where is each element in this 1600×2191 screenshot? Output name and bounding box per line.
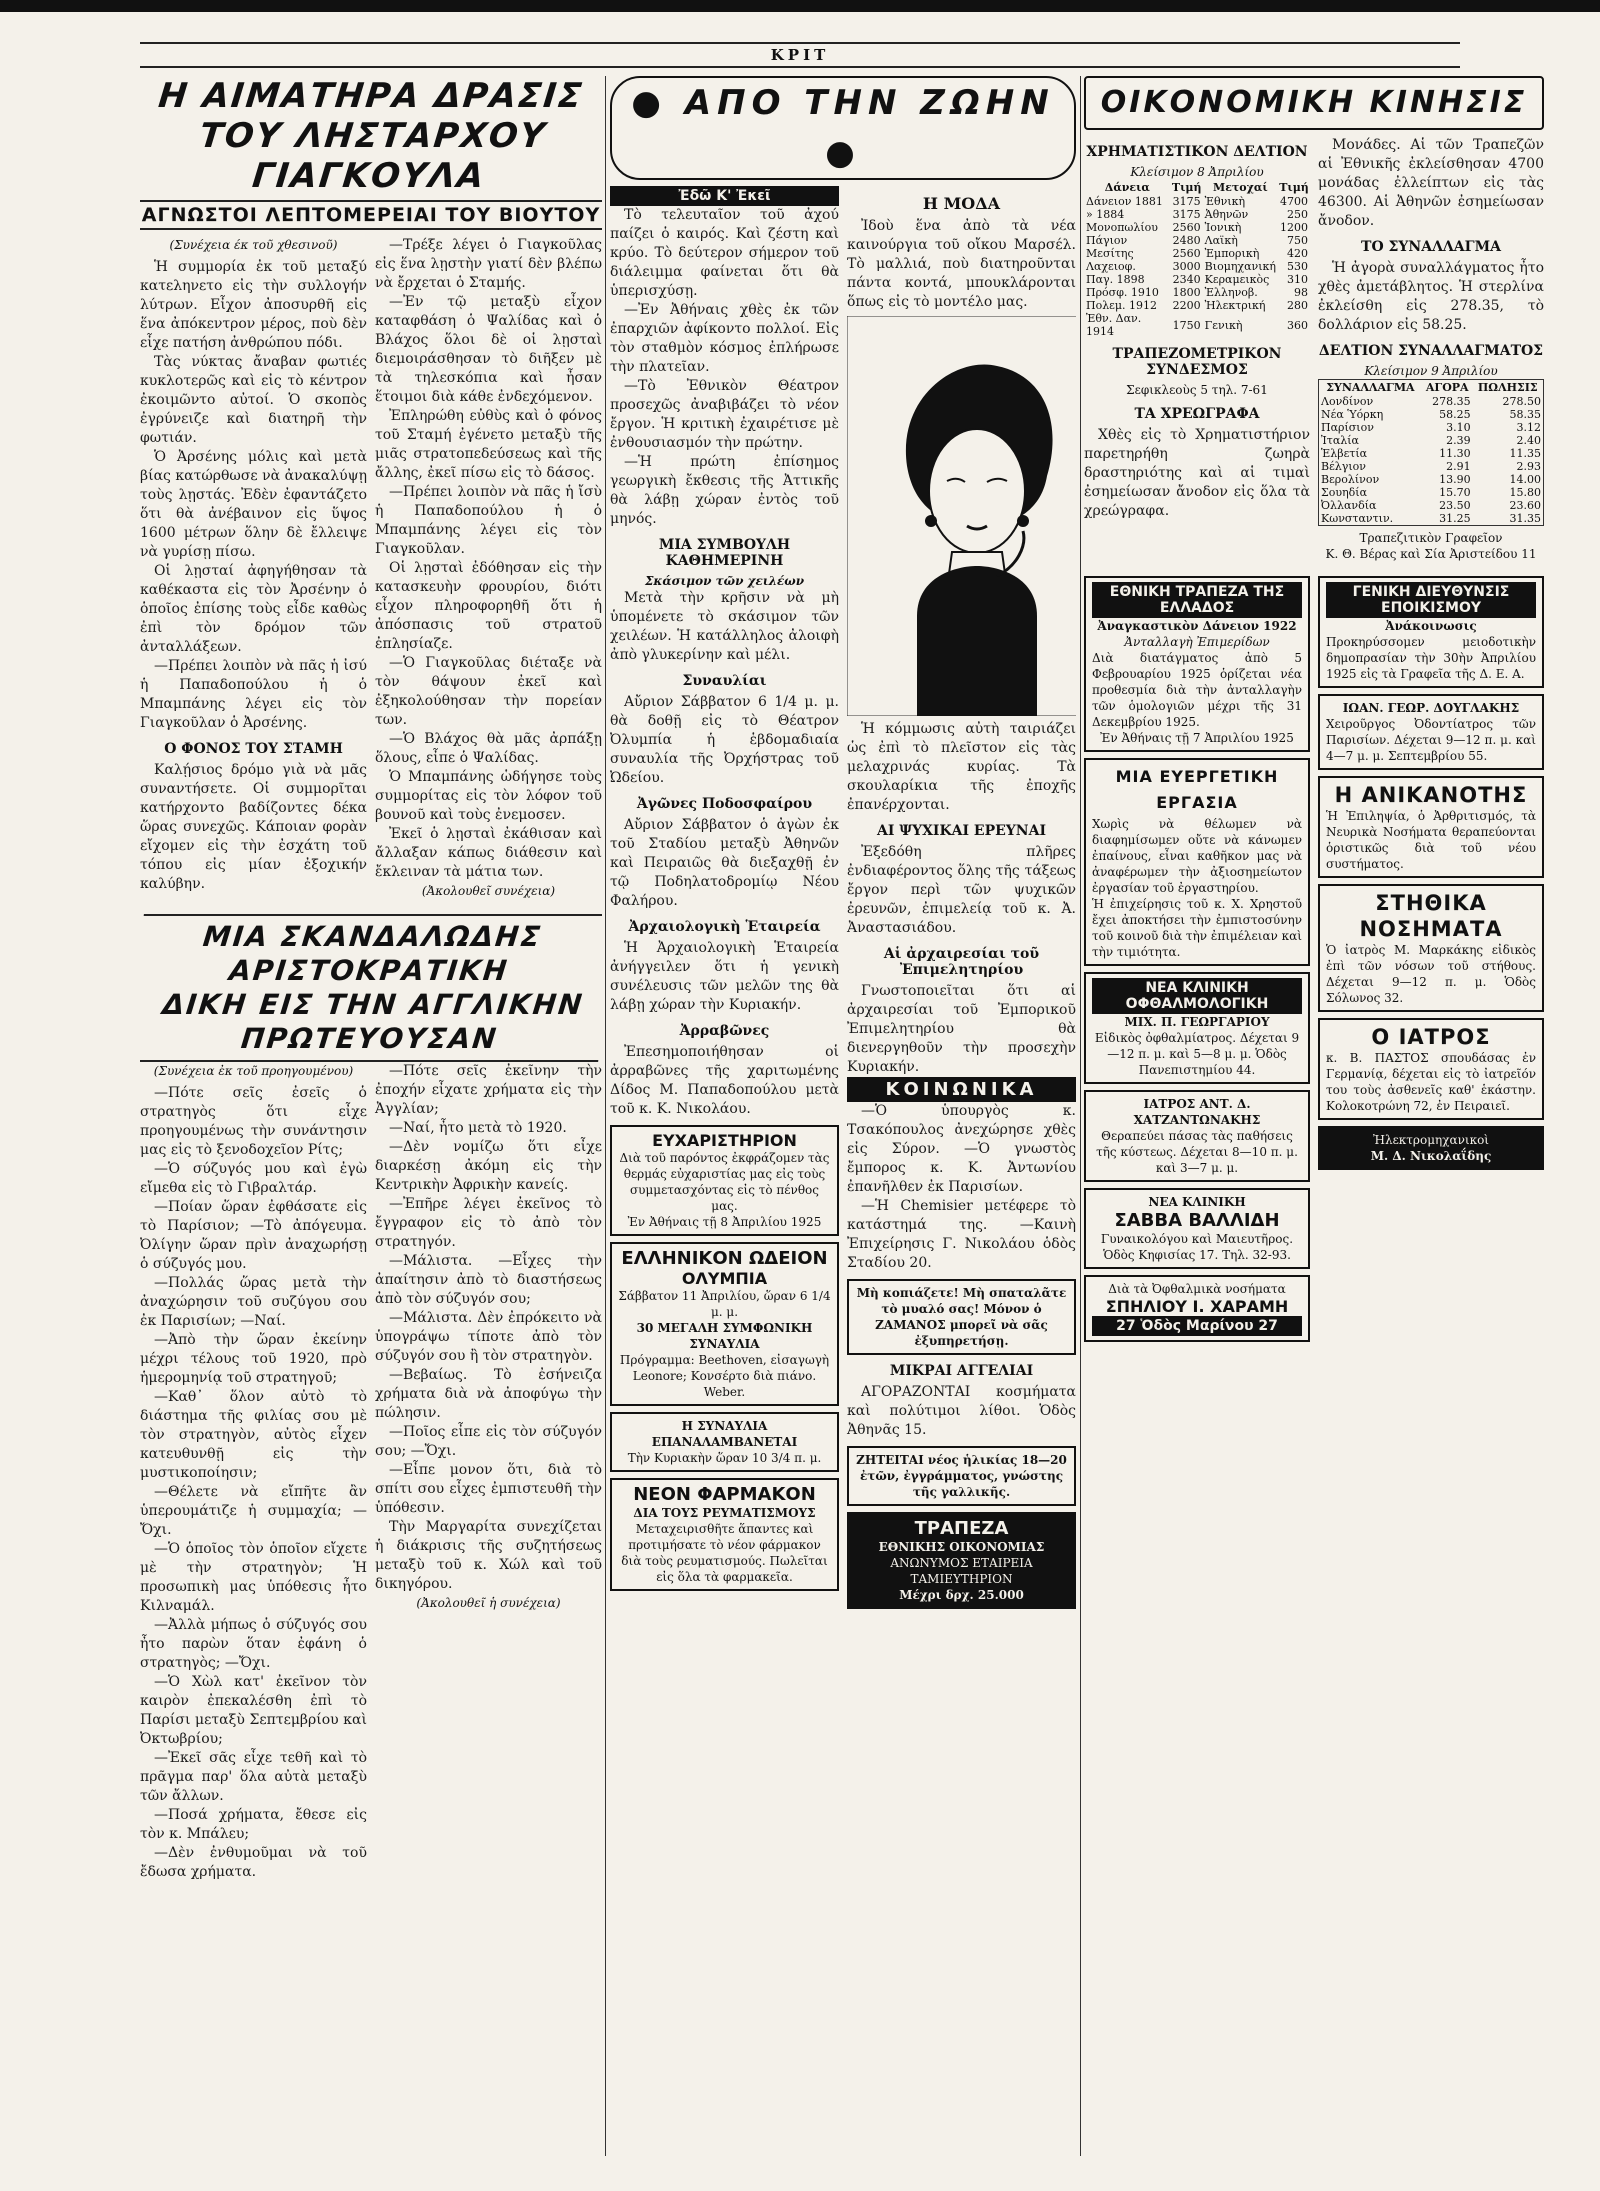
small-ads-title: ΜΙΚΡΑΙ ΑΓΓΕΛΙΑΙ [889,1363,1034,1379]
table-row [1084,208,1310,221]
exchange-table [1318,379,1544,526]
article-paragraph: Ἐξεδόθη πλῆρες ἐνδιαφέροντος ὅλης τῆς τάξεως ἔργον περὶ τῶν ψυχικῶν ἐρευνῶν, ἐπιμελείᾳ τοῦ κ. Ἀ. Ἀναστασιάδου. [847,844,1076,936]
section-title: ΤΑ ΧΡΕΩΓΡΑΦΑ [1134,406,1260,422]
column-tag: Ἐδῶ Κ' Ἐκεῖ [610,186,839,206]
article-paragraph: Ἡ ἀγορὰ συναλλάγματος ἦτο χθὲς ἀμετάβλητος. Ἡ στερλίνα ἐκλείσθη εἰς 278.35, τὸ δολλάριον εἰς 58.25. [1318,260,1544,333]
article-paragraph: Οἱ λῃσταί ἀφηγήθησαν τὰ καθέκαστα εἰς τὸν Ἀρσένην ὁ ὁποῖος ἐπίσης τοὺς εἶδε καθὼς ἐπὶ τὸν δρόμον τῶν ἀνταλλάξεων. [140,563,367,655]
section-note: Σεφικλεοὺς 5 τηλ. 7-61 [1126,383,1268,397]
fashion-illustration [847,316,1076,716]
table-cell: Ὀλλανδία [1321,499,1377,512]
table-cell: Κεραμεικὸς [1204,273,1270,286]
table-row [1319,447,1544,460]
table-cell: Ἐμπορικὴ [1204,247,1260,260]
article-paragraph: Τὰς νύκτας ἄναβαν φωτιές κυκλοτερῶς καὶ εἰς τὸ κέντρον ἐκοιμῶντο αὐτοί. Ὁ σκοπὸς ἐγρύνειζε καὶ διατηρῆ τὴν φωτιάν. [140,354,367,446]
article-paragraph: —Ἡ πρώτη ἐπίσημος γεωργικὴ ἔκθεσις τῆς Ἀττικῆς θὰ λάβῃ χώραν ἐντὸς τοῦ μηνός. [610,454,839,527]
subsection-title: Ο ΦΟΝΟΣ ΤΟΥ ΣΤΑΜΗ [164,741,343,757]
article-left-column [140,236,367,904]
table-cell: 278.35 [1432,395,1471,408]
table-row [1319,499,1544,512]
article-columns [140,1062,602,1882]
article-paragraph: —Ἡ Chemisier μετέφερε τὸ κατάστημά της. —Καινὴ Ἐπιχείρησις Γ. Νικολάου ὁδὸς Σταδίου 20. [847,1198,1076,1271]
table-row [1319,473,1544,486]
article-paragraph: —Ἀλλὰ μήπως ὁ σύζυγός σου ἦτο παρὼν ὅταν ἐφάνη ὁ στρατηγὸς; —Ὄχι. [140,1617,367,1671]
table-cell: Ἐθνικὴ [1204,195,1246,208]
table-cell: Βιομηχανική [1204,260,1276,273]
article-paragraph: —Βεβαίως. Τὸ ἐσήνειζα χρήματα διὰ νὰ ἀποφύγω τὴν πώλησιν. [375,1367,602,1421]
continuation-note: (Ἀκολουθεῖ συνέχεια) [421,884,556,898]
electrician-name: Μ. Δ. Νικολαΐδης [1370,1149,1492,1163]
thanks-signature: Ἐν Ἀθήναις τῇ 8 Ἀπριλίου 1925 [627,1215,822,1229]
economy-columns [1084,136,1544,562]
new-clinic-title: ΝΕΑ ΚΛΙΝΙΚΗ [1148,1195,1246,1209]
table-cell: Κωνσταντιν. [1321,512,1394,525]
table-cell: 3175 [1172,208,1201,221]
table-cell: Μονοπωλίου [1086,221,1158,234]
impotence-ad [1318,776,1544,878]
eye-clinic-doctor: ΜΙΧ. Π. ΓΕΩΡΓΑΡΙΟΥ [1124,1015,1270,1029]
article-paragraph: —Δὲν νομίζω ὅτι εἶχε διαρκέσῃ ἀκόμη εἰς τὴν Κεντρικὴν Ἀφρικὴν κανείς. [375,1139,602,1193]
article-paragraph: —Πότε σεῖς ἐσεῖς ὁ στρατηγὸς ὅτι εἶχε προηγουμένως τὴν συνάντησιν μας εἰς τὸ ξενοδοχεῖον Ρίτς; [140,1085,367,1158]
article-paragraph: —Πότε σεῖς ἐκεῖνην τὴν ἐποχήν εἶχατε χρήματα εἰς τὴν Ἀγγλίαν; [375,1063,602,1117]
table-cell: 14.00 [1509,473,1541,486]
table-row [1319,408,1544,421]
new-clinic-text: Γυναικολόγου καὶ Μαιευτῆρος. Ὁδὸς Κηφισίας 17. Τηλ. 32-93. [1100,1232,1294,1262]
economy-left-column [1084,136,1310,562]
ophthalmic-name: ΣΠΗΛΙΟΥ Ι. ΧΑΡΑΜΗ [1105,1297,1289,1316]
table-cell: Μεσίτης [1086,247,1134,260]
article-paragraph: —Εἶπε μονον ὅτι, διὰ τὸ σπίτι σου εἶχες ἐμπιστευθῆ τὴν ὑπόθεσιν. [375,1462,602,1516]
doctor-ad-text: Θεραπεύει πάσας τὰς παθήσεις τῆς κύστεως. Δέχεται 8—10 π. μ. καὶ 3—7 μ. μ. [1096,1129,1298,1175]
article-paragraph: Καλῄσιος δρόμο γιὰ νὰ μᾶς συναντήσετε. Οἱ συμμορῖται κατήρχοντο βαδίζοντες δέκα ὥρας συνεχῶς. Κάποιαν φορὰν εἴχομεν εἰς τὴν ἐσχάτη τοῦ τόπου εἰς μίαν ἐξοχικήν καλύβην. [140,762,367,892]
section-banner-text: ΑΠΟ ΤΗΝ ΖΩΗΝ [684,83,1055,123]
exchange-table-header [1319,380,1544,396]
pharmacy-ad [610,1478,839,1591]
section-title: ΔΕΛΤΙΟΝ ΣΥΝΑΛΛΑΓΜΑΤΟΣ [1318,343,1544,359]
article-paragraph: —Πολλάς ὥρας μετὰ τὴν ἀναχώρησιν τοῦ συζύγου σου ἐκ Παρισίων; —Ναί. [140,1275,367,1329]
section-banner: ● ΑΠΟ ΤΗΝ ΖΩΗΝ ● [610,76,1076,180]
stock-table [1084,180,1310,338]
section-subtitle: Σκάσιμον τῶν χειλέων [644,574,805,588]
table-cell: Πρόσφ. 1910 [1086,286,1159,299]
job-ad [847,1446,1076,1506]
table-cell: 250 [1287,208,1308,221]
bank-ad [847,1512,1076,1609]
settlement-title: ΓΕΝΙΚΗ ΔΙΕΥΘΥΝΣΙΣ ΕΠΟΙΚΙΣΜΟΥ [1326,582,1536,618]
article-paragraph: Μετὰ τὴν κρῆσιν νὰ μὴ ὑπομένετε τὸ σκάσιμον τῶν χειλέων. Ἡ κατάλληλος ἀλοιφὴ ἀπὸ γλυκερίνην καὶ μέλι. [610,590,839,663]
table-cell: 23.50 [1439,499,1471,512]
chest-diseases-text: Ὁ ἰατρὸς Μ. Μαρκάκης εἰδικὸς ἐπὶ τῶν νόσων τοῦ στήθους. Δέχεται 9—12 π. μ. Ὁδὸς Σόλωνος 32. [1326,943,1536,1005]
table-row [1084,221,1310,234]
table-cell: 750 [1287,234,1308,247]
doctor-notice [1318,1018,1544,1120]
article-paragraph: Τὸ τελευταῖον τοῦ ἀχού παίζει ὁ καιρός. Καὶ ζέστη καὶ κρύο. Τὸ δεύτερον σήμερον τοῦ διάλειμμα φαίνεται ὅτι θὰ ὑπερισχύσῃ. [610,207,839,299]
table-cell: 11.30 [1439,447,1471,460]
charity-text: Ἡ ἐπιχείρησις τοῦ κ. Χ. Χρηστοῦ ἔχει ἀποκτήσει τὴν ἐμπιστοσύνην τοῦ κοινοῦ διὰ τὴν ἐπιμέλειαν καὶ τὴν τιμιότητα. [1092,897,1302,959]
table-cell: Πολεμ. 1912 [1086,299,1158,312]
top-border-bar [0,0,1600,34]
table-header-row [1319,380,1544,396]
table-header-cell: ΠΩΛΗΣΙΣ [1477,381,1538,394]
table-cell: 280 [1287,299,1308,312]
ophthalmic-address: 27 Ὁδὸς Μαρίνου 27 [1092,1316,1302,1336]
table-cell: 58.25 [1439,408,1471,421]
table-cell: Πάγιον [1086,234,1128,247]
article-paragraph: —Ὁ ὑπουργὸς κ. Τσακόπουλος ἀνεχώρησε χθὲς εἰς Σύρον. —Ὁ γνωστὸς ἔμπορος κ. Κ. Ἀντωνίου ἐπανῆλθεν ἐκ Παρισίων. [847,1103,1076,1195]
article-left-column [140,1062,367,1882]
table-cell: Παγ. 1898 [1086,273,1145,286]
new-clinic-name: ΣΑΒΒΑ ΒΑΛΛΙΔΗ [1114,1210,1280,1231]
table-cell: 530 [1287,260,1308,273]
article-paragraph: Ἡ συμμορία ἐκ τοῦ μεταξύ κατεληνετο εἰς τὴν συλλογήν λύτρων. Εἶχον ἀποσυρθῆ εἰς ἕνα ἀπόκεντρον μέρος, ποὺ δὲν εἶχε πατήση ἀνθρώπου πόδι. [140,259,367,351]
table-cell: 2560 [1172,221,1201,234]
article-paragraph: Ὁ Μπαμπάνης ὡδήγησε τοὺς συμμορίτας εἰς τὸν λόφον τοῦ βουνοῦ καὶ τοὺς ἐνεμοσεν. [375,769,602,823]
article-paragraph: Αὔριον Σάββατον ὁ ἀγὼν ἐκ τοῦ Σταδίου μεταξὺ Ἀθηνῶν καὶ Πειραιῶς θὰ διεξαχθῇ ἐν τῷ Ποδηλατοδρομίῳ Νέου Φαλήρου. [610,817,839,909]
article-paragraph: —Μάλιστα. Δὲν ἐπρόκειτο νὰ ὑπογράψω τίποτε ἀπὸ τὸν σύζυγόν σου ἢ τὸν στρατηγὸν. [375,1310,602,1364]
headline-3: ΜΙΑ ΣΚΑΝΔΑΛΩΔΗΣ ΑΡΙΣΤΟΚΡΑΤΙΚΗ [140,914,602,988]
odeion-subtitle: ΟΛΥΜΠΙΑ [681,1269,768,1288]
ophthalmic-ad [1084,1275,1310,1342]
ads-left-column [1084,570,1310,1348]
table-cell: 2.93 [1516,460,1541,473]
thanks-notice [610,1125,839,1236]
article-paragraph: —Ὁ σύζυγός μου καὶ ἐγὼ εἴμεθα εἰς τὸ Γιβραλτάρ. [140,1161,367,1196]
date-note: Κλείσιμον 8 Ἀπριλίου [1130,165,1264,179]
electrician-title: Ἠλεκτρομηχανικοὶ [1372,1133,1489,1147]
table-cell: Ἱονικὴ [1204,221,1242,234]
odeion-title: ΕΛΛΗΝΙΚΟΝ ΩΔΕΙΟΝ [621,1248,828,1269]
section-title: ΧΡΗΜΑΤΙΣΤΙΚΟΝ ΔΕΛΤΙΟΝ [1086,144,1308,160]
table-cell: 15.80 [1509,486,1541,499]
publicity-text: Μὴ κοπιάζετε! Μὴ σπαταλᾶτε τὸ μυαλό σας! Μόνον ὁ ΖΑΜΑΝΟΣ μπορεῖ νὰ σᾶς ἐξυπηρετήσῃ. [856,1286,1067,1348]
fashion-paragraph: Ἰδοὺ ἕνα ἀπὸ τὰ νέα καινούργια τοῦ οἴκου Μαρσέλ. Τὸ μαλλιά, ποὺ διατηροῦνται πάντα κοντά, μπουκλάρονται ὅπως εἰς τὸ μοντέλο μας. [847,218,1076,310]
table-cell: 1800 [1172,286,1201,299]
chest-diseases-title: ΣΤΗΘΙΚΑ ΝΟΣΗΜΑΤΑ [1359,891,1503,941]
national-bank-ad [1084,576,1310,752]
table-cell: 2200 [1172,299,1201,312]
article-paragraph: —Ἐκεῖ σᾶς εἶχε τεθῆ καὶ τὸ πρᾶγμα παρ' ὅλα αὐτὰ μεταξὺ τῶν ἄλλων. [140,1750,367,1804]
odeion-concert: 30 ΜΕΓΑΛΗ ΣΥΜΦΩΝΙΚΗ ΣΥΝΑΥΛΙΑ [636,1321,813,1351]
settlement-ad [1318,576,1544,688]
table-cell: 15.70 [1439,486,1471,499]
table-cell: » 1884 [1086,208,1125,221]
stock-table-header [1084,180,1310,195]
table-row [1319,421,1544,434]
bank-office-note: Τραπεζιτικὸν Γραφεῖον [1359,531,1503,545]
electrician-ad [1318,1126,1544,1170]
settlement-subtitle: Ἀνάκοινωσις [1385,619,1477,633]
article-paragraph: Χθὲς εἰς τὸ Χρηματιστήριον παρετηρήθη ζωηρὰ δραστηριότης καὶ αἱ τιμαὶ ἐσημείωσαν ἄνοδον εἰς ὅλα τὰ χρεώγραφα. [1084,427,1310,519]
eye-clinic-ad [1084,972,1310,1084]
table-row [1084,273,1310,286]
table-cell: 1200 [1280,221,1308,234]
date-note: Κλείσιμον 9 Ἀπριλίου [1364,364,1498,378]
charity-title: ΜΙΑ ΕΥΕΡΓΕΤΙΚΗ ΕΡΓΑΣΙΑ [1115,767,1279,812]
headline-4: ΔΙΚΗ ΕΙΣ ΤΗΝ ΑΓΓΛΙΚΗΝ ΠΡΩΤΕΥΟΥΣΑΝ [140,988,602,1062]
column-rule [605,76,606,2156]
table-row [1084,195,1310,208]
article-columns [140,236,602,904]
table-cell: Λαϊκὴ [1204,234,1238,247]
bank-ad-line: ΤΑΜΙΕΥΤΗΡΙΟΝ [910,1572,1013,1586]
dentist-ad [1318,694,1544,770]
ophthalmic-subtitle: Διὰ τὰ Ὀφθαλμικὰ νοσήματα [1108,1282,1286,1296]
section-title: Συναυλίαι [682,673,767,689]
article-paragraph: —Ἐπῆρε λέγει ἐκεῖνος τὸ ἔγγραφον εἰς τὸ ἀπὸ τὸν στρατηγόν. [375,1196,602,1250]
middle-left-column [610,186,839,1615]
table-row [1084,234,1310,247]
table-header-cell: ΣΥΝΑΛΛΑΓΜΑ [1326,381,1415,394]
bank-ad-title: ΤΡΑΠΕΖΑ [914,1518,1009,1539]
table-cell: Λονδίνον [1321,395,1374,408]
fashion-paragraph: Ἡ κόμμωσις αὐτὴ ταιριάζει ὡς ἐπὶ τὸ πλεῖστον εἰς τὰς μελαχρινάς κυρίας. Τὰ σκουλαρίκια τῆς ἐποχῆς ἐπανέρχονται. [847,721,1076,813]
concert-notice [610,1412,839,1472]
pharmacy-subtitle: ΔΙΑ ΤΟΥΣ ΡΕΥΜΑΤΙΣΜΟΥΣ [633,1506,816,1520]
small-ad: ΑΓΟΡΑΖΟΝΤΑΙ κοσμήματα καὶ πολύτιμοι λίθοι. Ὁδὸς Ἀθηνᾶς 15. [847,1384,1076,1438]
article-paragraph: Ἐπεσημοποιήθησαν οἱ ἀρραβῶνες τῆς χαριτωμένης Δίδος Μ. Παπαδοπούλου μετὰ τοῦ κ. Κ. Νικολάου. [610,1044,839,1117]
section-title: ΜΙΑ ΣΥΜΒΟΥΛΗ ΚΑΘΗΜΕΡΙΝΗ [658,537,791,569]
bank-ad-subtitle: ΕΘΝΙΚΗΣ ΟΙΚΟΝΟΜΙΑΣ [878,1540,1045,1554]
table-header-cell: Δάνεια [1104,181,1150,194]
article-paragraph: —Θέλετε νὰ εἴπῆτε ἂν ὑπερουμάτιζε ἡ συμμαχία; —Ὄχι. [140,1484,367,1538]
table-cell: 4700 [1280,195,1308,208]
middle-columns [610,186,1076,1615]
article-paragraph: Αὔριον Σάββατον 6 1/4 μ. μ. θὰ δοθῇ εἰς τὸ Θέατρον Ὀλυμπία ἡ ἑβδομαδιαία συναυλία τῆς Ὀρχήστρας τοῦ Ὠδείου. [610,694,839,786]
table-cell: Παρίσιον [1321,421,1374,434]
article-paragraph: —Ἀπὸ τὴν ὥραν ἐκείνην μέχρι τέλους τοῦ 1920, πρὸ ἡμερομηνίᾳ τοῦ στρατηγοῦ; [140,1332,367,1386]
thanks-title: ΕΥΧΑΡΙΣΤΗΡΙΟΝ [652,1131,797,1150]
article-paragraph: —Ναί, ἦτο μετὰ τὸ 1920. [389,1120,567,1136]
charity-text: Χωρὶς νὰ θέλωμεν νὰ διαφημίσωμεν οὔτε νὰ κάνωμεν ἐπαίνους, εἶναι καθῆκον μας νὰ ἀναφέρωμεν τὴν ἀξιοσημείωτον ἐργασίαν τοῦ ἐργαστηρίου. [1092,817,1302,895]
odeion-date: Σάββατον 11 Ἀπριλίου, ὥραν 6 1/4 μ. μ. [618,1289,831,1319]
table-cell: Ἀθηνῶν [1204,208,1249,221]
concert-notice-title: Η ΣΥΝΑΥΛΙΑ ΕΠΑΝΑΛΑΜΒΑΝΕΤΑΙ [651,1419,798,1449]
table-cell: 3000 [1172,260,1201,273]
table-cell: 98 [1294,286,1308,299]
table-row [1084,299,1310,312]
national-bank-text: Διὰ διατάγματος ἀπὸ 5 Φεβρουαρίου 1925 ὁρίζεται νέα προθεσμία διὰ τὴν ἀνταλλαγὴν τῶν ὁμολογιῶν μέχρι τῆς 31 Δεκεμβρίου 1925. [1092,651,1302,729]
table-cell: 310 [1287,273,1308,286]
section-title: Ἀγῶνες Ποδοσφαίρου [636,796,813,812]
table-cell: 3175 [1172,195,1201,208]
article-paragraph: —Ποῖος εἶπε εἰς τὸν σύζυγόν σου; —Ὄχι. [375,1424,602,1459]
table-header-cell: Τιμή [1171,181,1202,194]
article-paragraph: Ἡ Ἀρχαιολογικὴ Ἑταιρεία ἀνήγγειλεν ὅτι ἡ γενικὴ συνέλευσις τῶν μελῶν της θὰ λάβῃ χώραν τὴν Κυριακήν. [610,940,839,1013]
pharmacy-text: Μεταχειρισθῆτε ἅπαντες καὶ προτιμήσατε τὸ νέον φάρμακον διὰ τοὺς ρευματισμούς. Πωλεῖται εἰς ὅλα τὰ φαρμακεῖα. [621,1522,828,1584]
odeion-ad [610,1242,839,1406]
section-title: Αἱ ἀρχαιρεσίαι τοῦ Ἐπιμελητηρίου [883,946,1040,978]
table-cell: 13.90 [1439,473,1471,486]
dentist-text: Χειροῦργος Ὀδοντίατρος τῶν Παρισίων. Δέχεται 9—12 π. μ. καὶ 4—7 μ. μ. Σεπτεμβρίου 55. [1326,717,1536,763]
table-cell: 3.12 [1516,421,1541,434]
article-paragraph: —Ποσά χρήματα, ἔθεσε εἰς τὸν κ. Μπάλευ; [140,1807,367,1842]
bank-office-address: Κ. Θ. Βέρας καὶ Σία Ἀριστείδου 11 [1325,547,1537,561]
doctor-ad [1084,1090,1310,1182]
job-ad-text: ΖΗΤΕΙΤΑΙ νέος ἡλικίας 18—20 ἐτῶν, ἐγγράμματος, γνώστης τῆς γαλλικῆς. [856,1453,1067,1499]
table-row [1319,512,1544,526]
article-right-column [375,236,602,904]
table-cell: 23.60 [1509,499,1541,512]
doctor-ad-title: ΙΑΤΡΟΣ ΑΝΤ. Δ. ΧΑΤΖΑΝΤΩΝΑΚΗΣ [1133,1097,1261,1127]
eye-clinic-text: Εἰδικὸς ὀφθαλμίατρος. Δέχεται 9—12 π. μ. καὶ 5—8 μ. μ. Ὁδὸς Πανεπιστημίου 44. [1094,1031,1300,1077]
new-clinic-ad [1084,1188,1310,1269]
table-cell: 2.40 [1516,434,1541,447]
thanks-text: Διὰ τοῦ παρόντος ἐκφράζομεν τὰς θερμάς εὐχαριστίας μας εἰς τοὺς συμμετασχόντας εἰς τὸ πένθος μας. [619,1151,830,1213]
section-title: ΤΟ ΣΥΝΑΛΛΑΓΜΑ [1361,239,1501,255]
middle-right-column [847,186,1076,1615]
table-cell: Σουηδία [1321,486,1368,499]
concert-notice-time: Τὴν Κυριακὴν ὥραν 10 3/4 π. μ. [627,1451,822,1465]
table-cell: 278.50 [1502,395,1541,408]
article-paragraph: Ἐκεῖ ὁ λῃσταὶ ἐκάθισαν καὶ ἄλλαξαν κάπως διάθεσιν καὶ ἔκλειναν τὰ μάτια των. [375,826,602,880]
article-paragraph: Γνωστοποιεῖται ὅτι αἱ ἀρχαιρεσίαι τοῦ Ἐμπορικοῦ Ἐπιμελητηρίου θὰ διενεργηθοῦν τὴν προσεχὴν Κυριακήν. [847,983,1076,1075]
table-row [1084,286,1310,299]
impotence-text: Ἡ Ἐπιληψία, ὁ Ἀρθριτισμός, τὰ Νευρικὰ Νοσήματα θεραπεύονται ὁριστικῶς διὰ τοῦ νέου συστήματος. [1326,809,1536,871]
ads-right-column [1318,570,1544,1348]
article-paragraph: Μονάδες. Αἱ τῶν Τραπεζῶν αἱ Ἐθνικῆς ἐκλείσθησαν 4700 μονάδας ἐλλείπτων εἰς τὰς 46300. Αἱ Ἀθηνῶν ἐσημείωσαν ἄνοδον. [1318,137,1544,229]
table-cell: 58.35 [1509,408,1541,421]
stock-table-body [1084,195,1310,338]
headline-2: ΤΟΥ ΛΗΣΤΑΡΧΟΥ ΓΙΑΓΚΟΥΛΑ [197,116,549,196]
social-title: ΚΟΙΝΩΝΙΚΑ [847,1077,1076,1102]
table-cell: Λαχειοφ. [1086,260,1136,273]
table-row [1084,260,1310,273]
table-cell: 2480 [1172,234,1201,247]
chest-diseases-ad [1318,884,1544,1012]
table-cell: Βέλγιον [1321,460,1366,473]
table-cell: 31.35 [1509,512,1541,525]
table-row [1084,312,1310,338]
table-cell: Ἰταλία [1321,434,1359,447]
table-cell: Βερολίνον [1321,473,1380,486]
national-bank-subtitle-2: Ἀνταλλαγὴ Ἐπιμερίδων [1124,635,1270,649]
article-paragraph: —Πρέπει λοιπὸν νὰ πᾶς ἡ ἰσύ ἡ Παπαδοπούλου ἡ ὁ Μπαμπάνης λέγει εἰς τὸν Γιαγκοῦλαν ὁ Ἀρσένης. [140,658,367,731]
article-paragraph: —Μάλιστα. —Εἶχες τὴν ἀπαίτησιν ἀπὸ τὸ διαστήσεως ἀπὸ τὸν σύζυγόν σου; [375,1253,602,1307]
article-paragraph: Ἐπληρώθη εὐθὺς καὶ ὁ φόνος τοῦ Σταμή ἐγένετο μεταξὺ τῆς μιᾶς στρατοπεδεύσεως καὶ τῆς ἄλλης, ἐκεῖ πίσω εἰς τὸ δάσος. [375,408,602,481]
table-cell: 31.25 [1439,512,1471,525]
table-row [1319,486,1544,499]
table-cell: 2.39 [1446,434,1471,447]
table-row [1084,247,1310,260]
headline-1: Η ΑΙΜΑΤΗΡΑ ΔΡΑΣΙΣ [156,76,586,116]
section-title: Ἀρχαιολογικὴ Ἑταιρεία [628,919,821,935]
pharmacy-title: ΝΕΟΝ ΦΑΡΜΑΚΟΝ [633,1484,816,1505]
article-paragraph: Οἱ λῃσταὶ ἐδόθησαν εἰς τὴν κατασκευὴν φρουρίου, διότι εἶχον πληροφορηθῆ ὅτι ἡ ἀπόσπασις τοῦ στρατοῦ ἐπλησίαζε. [375,560,602,652]
table-cell: 3.10 [1446,421,1471,434]
column-middle [610,76,1076,2156]
charity-notice [1084,758,1310,966]
article-paragraph: —Πρέπει λοιπὸν νὰ πᾶς ἡ ἴσὺ ἡ Παπαδοπούλου ἡ ὁ Μπαμπάνης λέγει εἰς τὸν Γιαγκοῦλαν. [375,484,602,557]
table-cell: Δάνειον 1881 [1086,195,1163,208]
fashion-title: Η ΜΟΔΑ [922,194,1001,213]
article-paragraph: Τὴν Μαργαρίτα συνεχίζεται ἡ διάκρισις τῆς συζητήσεως μεταξὺ τοῦ κ. Χώλ καὶ τοῦ δικηγόρου. [375,1519,602,1592]
eye-clinic-title: ΝΕΑ ΚΛΙΝΙΚΗ ΟΦΘΑΛΜΟΛΟΓΙΚΗ [1092,978,1302,1014]
national-bank-title: ΕΘΝΙΚΗ ΤΡΑΠΕΖΑ ΤΗΣ ΕΛΛΑΔΟΣ [1092,582,1302,618]
table-header-cell: ΑΓΟΡΑ [1425,381,1469,394]
odeion-program: Πρόγραμμα: Beethoven, εἰσαγωγὴ Leonore; Κονσέρτο διὰ πιάνο. Weber. [619,1353,830,1399]
masthead [140,42,1460,68]
ads-columns [1084,570,1544,1348]
table-cell: Ἐλληνοβ. [1204,286,1258,299]
table-row [1319,434,1544,447]
settlement-text: Προκηρύσσομεν μειοδοτικὴν δημοπρασίαν τὴν 30ὴν Ἀπριλίου 1925 εἰς τὰ Γραφεῖα τῆς Δ. Ε. Α. [1326,635,1536,681]
article-paragraph: —Ποίαν ὥραν ἐφθάσατε εἰς τὸ Παρίσιον; —Τὸ ἀπόγευμα. Ὀλίγην ὥραν πρὶν ἀναχωρήσῃ ὁ σύζυγός μου. [140,1199,367,1272]
article-paragraph: Ὁ Ἀρσένης μόλις καὶ μετὰ βίας κατώρθωσε νὰ ἀνακαλύψῃ τοὺς λῃστάς. Ἐδὲν ἐφαντάζετο ὅτι θὰ ἀνέβαινον εἰς ὕψος 1600 μέτρων ὅλην δὲ ἔλλειψε νὰ γυρίσῃ πίσω. [140,449,367,560]
table-header-cell: Μετοχαί [1213,181,1268,194]
article-paragraph: —Ὁ Χὼλ κατ' ἐκεῖνον τὸν καιρὸν ἐπεκαλέσθη ἐπὶ τὸ Παρίσι μεταξὺ Σεπτεμβρίου καὶ Ὀκτωβρίου; [140,1674,367,1747]
column-rule [1080,76,1081,2156]
article-paragraph: —Τρέξε λέγει ὁ Γιαγκοῦλας εἰς ἕνα λῃστὴν γιατί δὲν βλέπω νὰ ἔρχεται ὁ Σταμής. [375,237,602,291]
table-cell: 2560 [1172,247,1201,260]
article-paragraph: —Ἐν Ἀθήναις χθὲς ἐκ τῶν ἐπαρχιῶν ἀφίκοντο πολλοί. Εἰς τὸν σταθμὸν κόσμος ἐπλήρωσε τὴν πλατεῖαν. [610,302,839,375]
table-cell: Ἠλεκτρική [1204,299,1266,312]
column-right [1084,76,1544,2156]
continuation-note: (Ἀκολουθεῖ ἡ συνέχεια) [416,1596,561,1610]
section-title: ΑΙ ΨΥΧΙΚΑΙ ΕΡΕΥΝΑΙ [877,823,1046,839]
headline-subtitle: ΑΓΝΩΣΤΟΙ ΛΕΠΤΟΜΕΡΕΙΑΙ ΤΟΥ ΒΙΟΥΤΟΥ [140,200,602,230]
doctor-notice-title: Ο ΙΑΤΡΟΣ [1371,1025,1491,1049]
bank-ad-amount: Μέχρι δρχ. 25.000 [899,1588,1024,1602]
article-paragraph: —Ἐν τῷ μεταξὺ εἶχον καταφθάση ὁ Ψαλίδας καὶ ὁ Βλάχος ὅλοι δὲ οἱ λῃσταὶ διεμοιράσθησαν τὸ διῆξεν μὲ τὰ τηλεσκόπια καὶ ἦσαν ἕτοιμοι διὰ κάθε ἐνδεχόμενον. [375,294,602,405]
masthead-paper-name: ΚΡΙΤ [770,46,830,64]
table-cell: Ἑλβετία [1321,447,1368,460]
table-cell: 2.91 [1446,460,1471,473]
dentist-title: ΙΩΑΝ. ΓΕΩΡ. ΔΟΥΓΛΑΚΗΣ [1342,701,1520,715]
article-paragraph: —Καθ᾽ ὅλον αὐτὸ τὸ διάστημα τῆς φιλίας σου μὲ τὸν στρατηγὸν, αὐτὸς εἶχεν κατευθυνθῇ εἰς τὴν μυστικοποίησιν; [140,1389,367,1481]
exchange-table-body [1319,395,1544,526]
article-paragraph: —Ὁ ὁποῖος τὸν ὁποῖον εἴχετε μὲ τὴν στρατηγὸν; Ἡ προσωπικὴ μας ὑπόθεσις ἦτο Κιλναμάλ. [140,1541,367,1614]
national-bank-signature: Ἐν Ἀθήναις τῇ 7 Ἀπριλίου 1925 [1100,731,1294,745]
table-cell: 2340 [1172,273,1201,286]
economy-right-column [1318,136,1544,562]
bank-ad-line: ΑΝΩΝΥΜΟΣ ΕΤΑΙΡΕΙΑ [890,1556,1033,1570]
doctor-notice-text: κ. Β. ΠΑΣΤΟΣ σπουδάσας ἐν Γερμανίᾳ, δέχεται εἰς τὸ ἰατρεῖόν του τοὺς ἀσθενεῖς καθ' ἑκάστην. Κολοκοτρώνη 72, ἐν Πειραιεῖ. [1326,1051,1536,1113]
section-title: Ἀρραβῶνες [679,1023,770,1039]
national-bank-subtitle: Ἀναγκαστικὸν Δάνειον 1922 [1097,619,1297,633]
continuation-note: (Συνέχεια ἐκ τοῦ προηγουμένου) [153,1064,354,1078]
table-cell: Νέα Ὑόρκη [1321,408,1384,421]
table-header-cell: Τιμή [1279,181,1309,194]
table-cell: 360 [1287,318,1308,332]
publicity-notice [847,1279,1076,1355]
economy-banner: ΟΙΚΟΝΟΜΙΚΗ ΚΙΝΗΣΙΣ [1084,76,1544,130]
article-paragraph: —Ὁ Γιαγκοῦλας διέταξε νὰ τὸν θάψουν ἐκεῖ καὶ ἐξηκολούθησαν τὴν πορείαν των. [375,655,602,728]
table-cell: Γενικὴ [1204,318,1243,332]
article-right-column [375,1062,602,1882]
table-header-row [1084,180,1310,195]
table-cell: 1750 [1172,318,1201,332]
impotence-title: Η ΑΝΙΚΑΝΟΤΗΣ [1334,783,1528,807]
table-row [1319,460,1544,473]
article-paragraph: —Δὲν ἐνθυμοῦμαι νὰ τοῦ ἔδωσα χρήματα. [140,1845,367,1880]
section-title: ΤΡΑΠΕΖΟΜΕΤΡΙΚΟΝ ΣΥΝΔΕΣΜΟΣ [1112,346,1282,378]
table-row [1319,395,1544,408]
table-cell: Ἐθν. Δαν. 1914 [1086,312,1142,338]
column-left [140,76,602,2156]
table-cell: 420 [1287,247,1308,260]
table-cell: 11.35 [1509,447,1541,460]
article-paragraph: —Ὁ Βλάχος θὰ μᾶς ἀρπάξῃ ὅλους, εἶπε ὁ Ψαλίδας. [375,731,602,766]
continuation-note: (Συνέχεια έκ τοῦ χθεσινοῦ) [169,238,338,252]
article-paragraph: —Τὸ Ἐθνικὸν Θέατρον προσεχῶς ἀναβιβάζει τὸ νέον ἔργον. Ἡ κριτικὴ ἐχαιρέτισε μὲ ἐνθουσιασμόν τὴν πρώτην. [610,378,839,451]
